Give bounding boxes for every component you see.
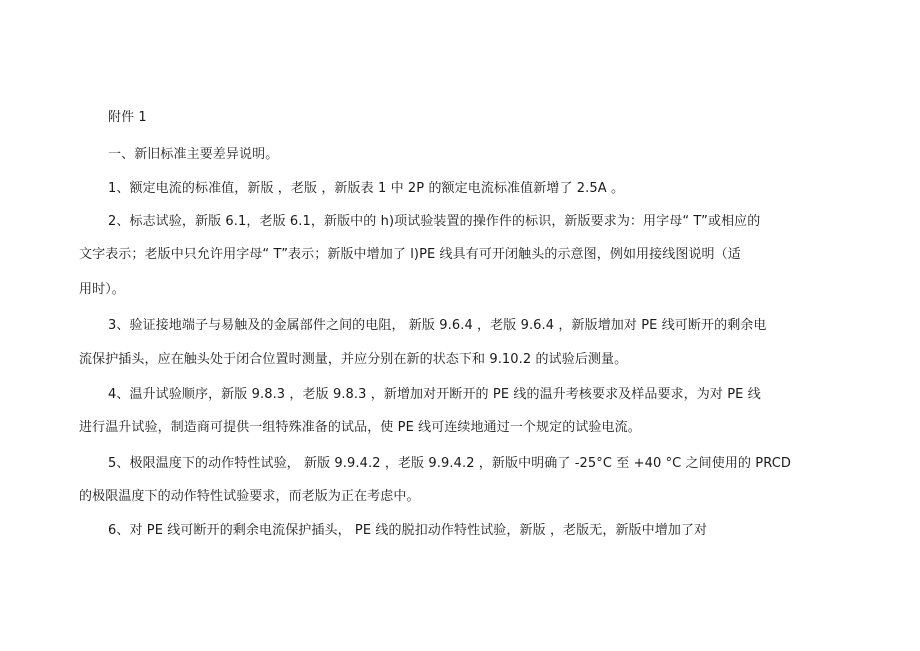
paragraph-5-line-2: 的极限温度下的动作特性试验要求，而老版为正在考虑中。 <box>79 489 420 504</box>
paragraph-4-line-1: 4、温升试验顺序，新版 9.8.3 ，老版 9.8.3 ，新增加对开断开的 PE 线的温升考核要求及样品要求，为对 PE 线 <box>108 387 761 402</box>
paragraph-4-line-2: 进行温升试验，制造商可提供一组特殊准备的试品，使 PE 线可连续地通过一个规定的试验电流。 <box>79 420 641 435</box>
paragraph-2-line-2: 文字表示；老版中只允许用字母“ T”表示；新版中增加了 l)PE 线具有可开闭触头的示意图，例如用接线图说明（适 <box>79 247 741 262</box>
paragraph-2-line-1: 2、标志试验，新版 6.1，老版 6.1，新版中的 h)项试验装置的操作件的标识，新版要求为：用字母“ T”或相应的 <box>108 214 761 229</box>
paragraph-6-line-1: 6、对 PE 线可断开的剩余电流保护插头， PE 线的脱扣动作特性试验，新版 ，老版无，新版中增加了对 <box>108 523 708 538</box>
paragraph-1-line-1: 1、额定电流的标准值，新版 ，老版 ，新版表 1 中 2P 的额定电流标准值新增了 2.5A 。 <box>108 181 625 196</box>
paragraph-3-line-2: 流保护插头，应在触头处于闭合位置时测量，并应分别在新的状态下和 9.10.2 的试验后测量。 <box>79 352 628 367</box>
attachment-label: 附件 1 <box>108 110 147 125</box>
paragraph-2-line-3: 用时）。 <box>79 282 125 297</box>
section-title: 一、新旧标准主要差异说明。 <box>108 147 279 162</box>
paragraph-5-line-1: 5、极限温度下的动作特性试验， 新版 9.9.4.2 ，老版 9.9.4.2 ，新版中明确了 -25°C 至 +40 °C 之间使用的 PRCD <box>108 456 792 471</box>
paragraph-3-line-1: 3、验证接地端子与易触及的金属部件之间的电阻， 新版 9.6.4 ，老版 9.6.4 ，新版增加对 PE 线可断开的剩余电 <box>108 318 767 333</box>
